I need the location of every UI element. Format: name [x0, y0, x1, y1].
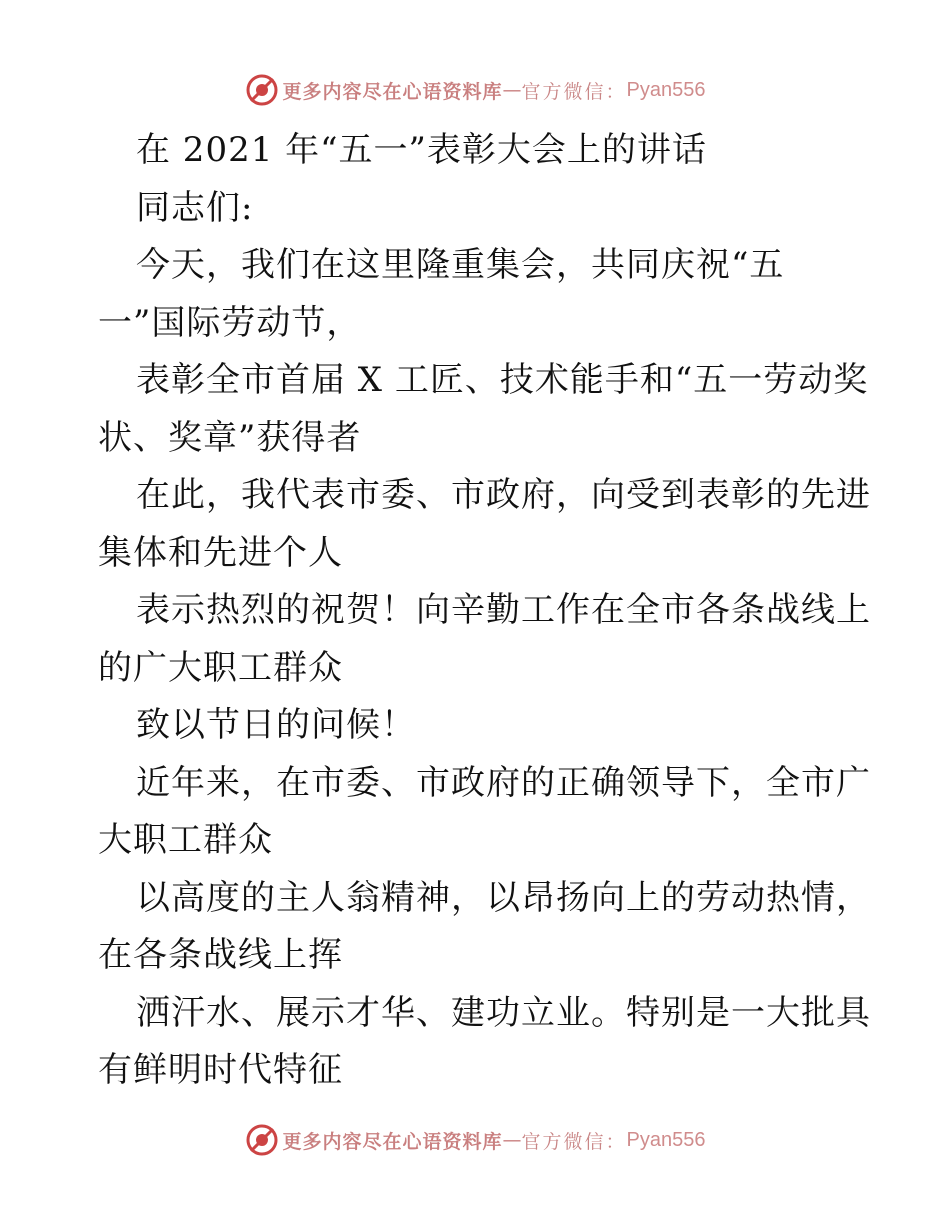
banner-dash: —: [502, 1129, 522, 1151]
header-banner: [0, 70, 950, 110]
banner-site-text: 更多内容尽在心语资料库: [282, 80, 503, 103]
doc-line: 的广大职工群众: [98, 647, 343, 688]
doc-line: 今天，我们在这里隆重集会，共同庆祝“五: [136, 245, 785, 285]
doc-line: 表示热烈的祝贺！向辛勤工作在全市各条战线上: [136, 590, 871, 630]
doc-line: 致以节日的问候！: [136, 705, 416, 745]
doc-line: 在此，我代表市委、市政府，向受到表彰的先进: [136, 475, 871, 515]
doc-line: 表彰全市首届 X 工匠、技术能手和“五一劳动奖: [136, 360, 869, 400]
banner-wechat-label: 官方微信：: [521, 80, 627, 103]
banner-wechat-id: Pyan556: [626, 1128, 706, 1151]
doc-line: 同志们:: [136, 187, 254, 228]
banner-site-text: 更多内容尽在心语资料库: [282, 1130, 503, 1153]
banner-dash: —: [502, 79, 522, 101]
doc-line: 集体和先进个人: [98, 532, 343, 573]
doc-line: 一”国际劳动节，: [98, 302, 362, 343]
banner-wechat-id: Pyan556: [626, 78, 706, 101]
doc-line: 有鲜明时代特征: [98, 1050, 343, 1090]
doc-line: 以高度的主人翁精神，以昂扬向上的劳动热情，: [136, 877, 871, 918]
doc-line: 洒汗水、展示才华、建功立业。特别是一大批具: [136, 992, 871, 1033]
doc-line: 大职工群众: [98, 820, 273, 860]
brand-logo-icon: [245, 1123, 279, 1157]
doc-line: 近年来，在市委、市政府的正确领导下，全市广: [136, 762, 871, 803]
footer-banner: [0, 1120, 950, 1160]
brand-logo-icon: [245, 73, 279, 107]
doc-title: 在 2021 年“五一”表彰大会上的讲话: [136, 130, 707, 170]
banner-wechat-label: 官方微信：: [521, 1130, 627, 1153]
doc-line: 状、奖章”获得者: [98, 417, 362, 458]
doc-line: 在各条战线上挥: [98, 935, 343, 975]
document-body: [98, 122, 871, 1100]
